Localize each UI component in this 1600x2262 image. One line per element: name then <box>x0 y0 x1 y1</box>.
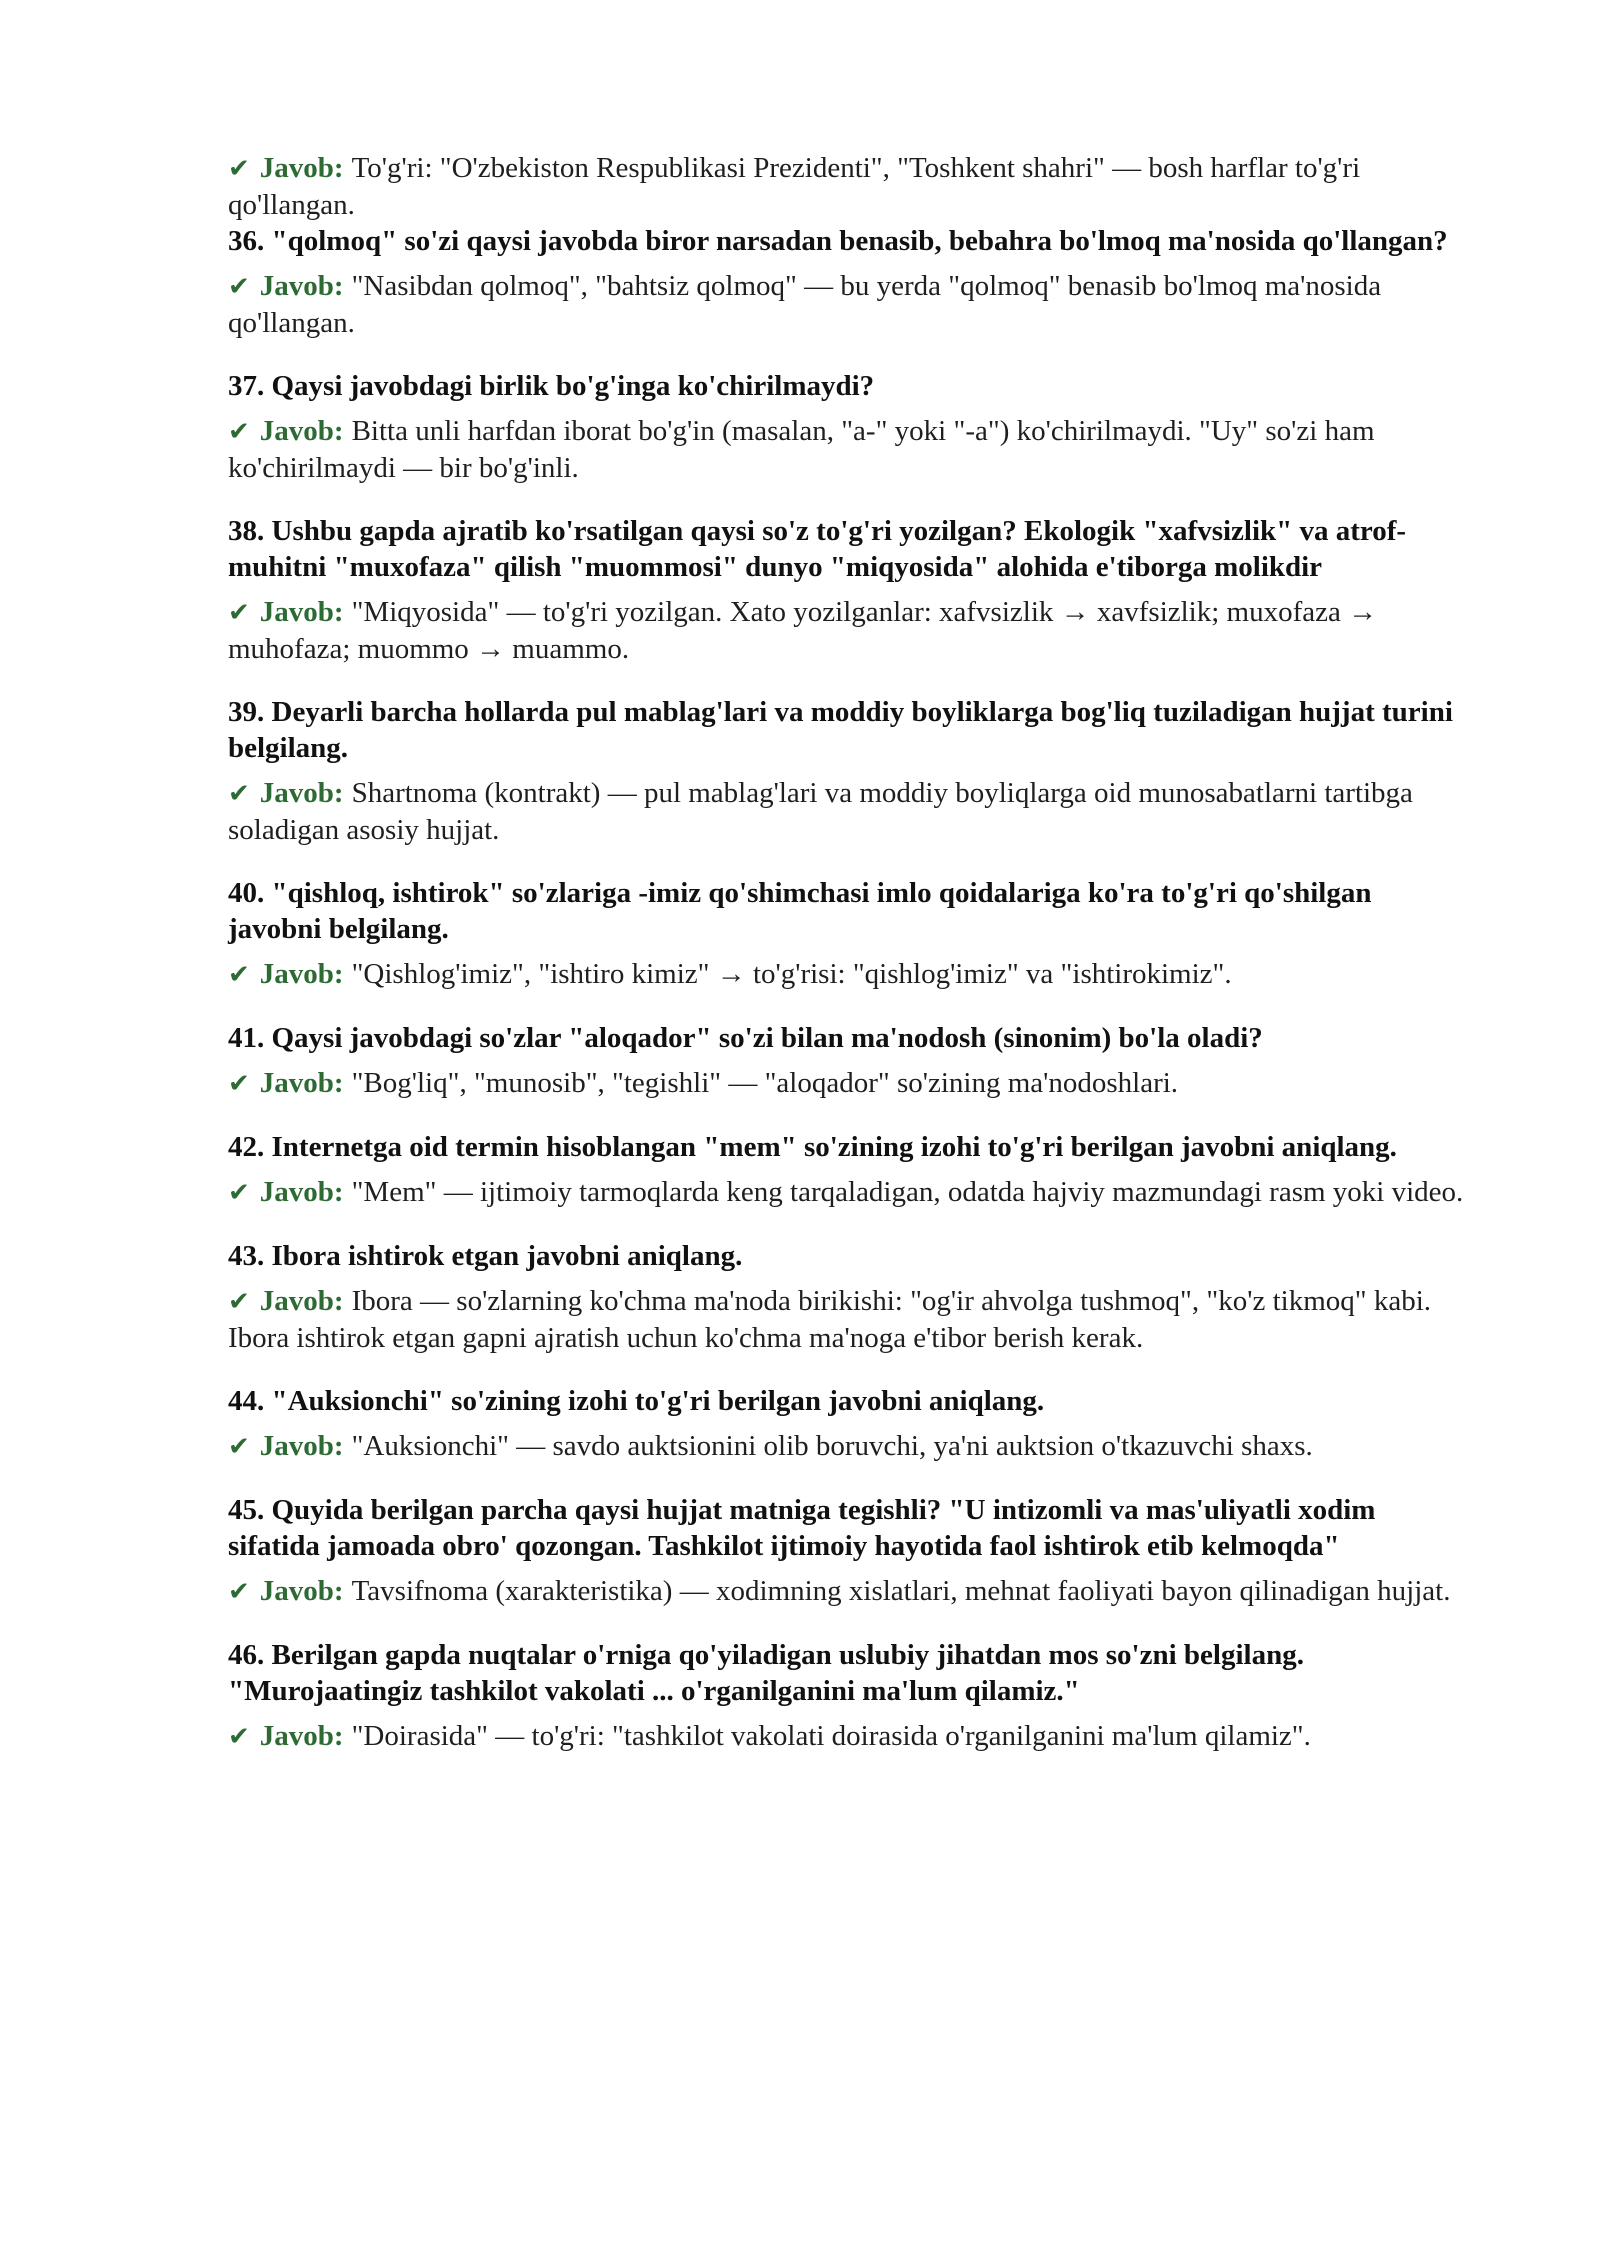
question-text: 38. Ushbu gapda ajratib ko'rsatilgan qaysi so'z to'g'ri yozilgan? Ekologik "xafvsizlik" va atrof-muhitni "muxofaza" qilish "muommosi" dunyo "miqyosida" alohida e'tiborga molikdir <box>228 515 1407 583</box>
answer-label: Javob: <box>259 1575 344 1607</box>
answer-label: Javob: <box>259 1430 344 1462</box>
answer-line <box>228 1428 1468 1465</box>
answer-text: Shartnoma (kontrakt) — pul mablag'lari va moddiy boyliqlarga oid munosabatlarni tartibga soladigan asosiy hujjat. <box>228 777 1413 846</box>
question-text: 42. Internetga oid termin hisoblangan "mem" so'zining izohi to'g'ri berilgan javobni aniqlang. <box>228 1131 1397 1163</box>
answer-line <box>228 956 1468 993</box>
answer-line <box>228 775 1468 848</box>
qa-item-43 <box>228 1238 1468 1356</box>
answer-text: "Auksionchi" — savdo auktsionini olib boruvchi, ya'ni auktsion o'tkazuvchi shaxs. <box>351 1430 1313 1462</box>
answer-line <box>228 413 1468 486</box>
question-text: 45. Quyida berilgan parcha qaysi hujjat matniga tegishli? "U intizomli va mas'uliyatli xodim sifatida jamoada obro' qozongan. Tashkilot ijtimoiy hayotida faol ishtirok etib kelmoqda" <box>228 1494 1376 1562</box>
answer-text: "Bog'liq", "munosib", "tegishli" — "aloqador" so'zining ma'nodoshlari. <box>351 1067 1179 1099</box>
check-mark-icon: ✔ <box>228 1287 250 1317</box>
check-mark-icon: ✔ <box>228 779 250 809</box>
answer-text: "Miqyosida" — to'g'ri yozilgan. Xato yozilganlar: xafvsizlik → xavfsizlik; muxofaza → muhofaza; muommo → muammo. <box>228 596 1378 665</box>
check-mark-icon: ✔ <box>228 960 250 990</box>
answer-label: Javob: <box>259 1067 344 1099</box>
answer-label: Javob: <box>259 1176 344 1208</box>
qa-item-41 <box>228 1020 1468 1102</box>
question-text: 39. Deyarli barcha hollarda pul mablag'lari va moddiy boyliklarga bog'liq tuziladigan hujjat turini belgilang. <box>228 696 1453 764</box>
answer-line <box>228 1718 1468 1755</box>
answer-line <box>228 594 1468 667</box>
qa-item-40 <box>228 875 1468 993</box>
check-mark-icon: ✔ <box>228 598 250 628</box>
question-text: 46. Berilgan gapda nuqtalar o'rniga qo'yiladigan uslubiy jihatdan mos so'zni belgilang. "Murojaatingiz tashkilot vakolati ... o'rganilganini ma'lum qilamiz." <box>228 1639 1304 1707</box>
answer-label: Javob: <box>259 1285 344 1317</box>
question-text: 41. Qaysi javobdagi so'zlar "aloqador" so'zi bilan ma'nodosh (sinonim) bo'la oladi? <box>228 1022 1263 1054</box>
qa-item-45 <box>228 1492 1468 1610</box>
answer-line <box>228 1283 1468 1356</box>
qa-item-39 <box>228 694 1468 848</box>
answer-text: "Qishlog'imiz", "ishtiro kimiz" → to'g'risi: "qishlog'imiz" va "ishtirokimiz". <box>351 958 1232 990</box>
answer-label: Javob: <box>259 152 344 184</box>
intro-answer <box>228 150 1468 223</box>
check-mark-icon: ✔ <box>228 1432 250 1462</box>
answer-label: Javob: <box>259 596 344 628</box>
answer-text: Ibora — so'zlarning ko'chma ma'noda birikishi: "og'ir ahvolga tushmoq", "ko'z tikmoq" kabi. Ibora ishtirok etgan gapni ajratish uchun ko'chma ma'noga e'tibor berish kerak. <box>228 1285 1432 1354</box>
answer-label: Javob: <box>259 415 344 447</box>
check-mark-icon: ✔ <box>228 1577 250 1607</box>
check-mark-icon: ✔ <box>228 154 250 184</box>
answer-line <box>228 1573 1468 1610</box>
question-text: 44. "Auksionchi" so'zining izohi to'g'ri berilgan javobni aniqlang. <box>228 1385 1045 1417</box>
question-text: 40. "qishloq, ishtirok" so'zlariga -imiz qo'shimchasi imlo qoidalariga ko'ra to'g'ri qo'shilgan javobni belgilang. <box>228 877 1372 945</box>
check-mark-icon: ✔ <box>228 1069 250 1099</box>
answer-text: Tavsifnoma (xarakteristika) — xodimning xislatlari, mehnat faoliyati bayon qilinadigan hujjat. <box>351 1575 1451 1607</box>
question-text: 43. Ibora ishtirok etgan javobni aniqlang. <box>228 1240 743 1272</box>
check-mark-icon: ✔ <box>228 417 250 447</box>
answer-label: Javob: <box>259 270 344 302</box>
document-page <box>228 150 1468 1782</box>
answer-label: Javob: <box>259 958 344 990</box>
answer-line <box>228 1174 1468 1211</box>
answer-label: Javob: <box>259 1720 344 1752</box>
answer-line <box>228 1065 1468 1102</box>
qa-item-42 <box>228 1129 1468 1211</box>
answer-text: To'g'ri: "O'zbekiston Respublikasi Prezidenti", "Toshkent shahri" — bosh harflar to'g'ri qo'llangan. <box>228 152 1361 221</box>
question-text: 36. "qolmoq" so'zi qaysi javobda biror narsadan benasib, bebahra bo'lmoq ma'nosida qo'llangan? <box>228 225 1448 257</box>
check-mark-icon: ✔ <box>228 1178 250 1208</box>
answer-label: Javob: <box>259 777 344 809</box>
answer-text: Bitta unli harfdan iborat bo'g'in (masalan, "a-" yoki "-a") ko'chirilmaydi. "Uy" so'zi ham ko'chirilmaydi — bir bo'g'inli. <box>228 415 1375 484</box>
qa-item-36 <box>228 223 1468 341</box>
qa-item-38 <box>228 513 1468 667</box>
qa-item-46 <box>228 1637 1468 1755</box>
answer-text: "Nasibdan qolmoq", "bahtsiz qolmoq" — bu yerda "qolmoq" benasib bo'lmoq ma'nosida qo'llangan. <box>228 270 1382 339</box>
question-text: 37. Qaysi javobdagi birlik bo'g'inga ko'chirilmaydi? <box>228 370 875 402</box>
qa-item-44 <box>228 1383 1468 1465</box>
answer-line <box>228 268 1468 341</box>
answer-text: "Mem" — ijtimoiy tarmoqlarda keng tarqaladigan, odatda hajviy mazmundagi rasm yoki video. <box>351 1176 1464 1208</box>
qa-item-37 <box>228 368 1468 486</box>
check-mark-icon: ✔ <box>228 272 250 302</box>
answer-text: "Doirasida" — to'g'ri: "tashkilot vakolati doirasida o'rganilganini ma'lum qilamiz". <box>351 1720 1311 1752</box>
check-mark-icon: ✔ <box>228 1722 250 1752</box>
